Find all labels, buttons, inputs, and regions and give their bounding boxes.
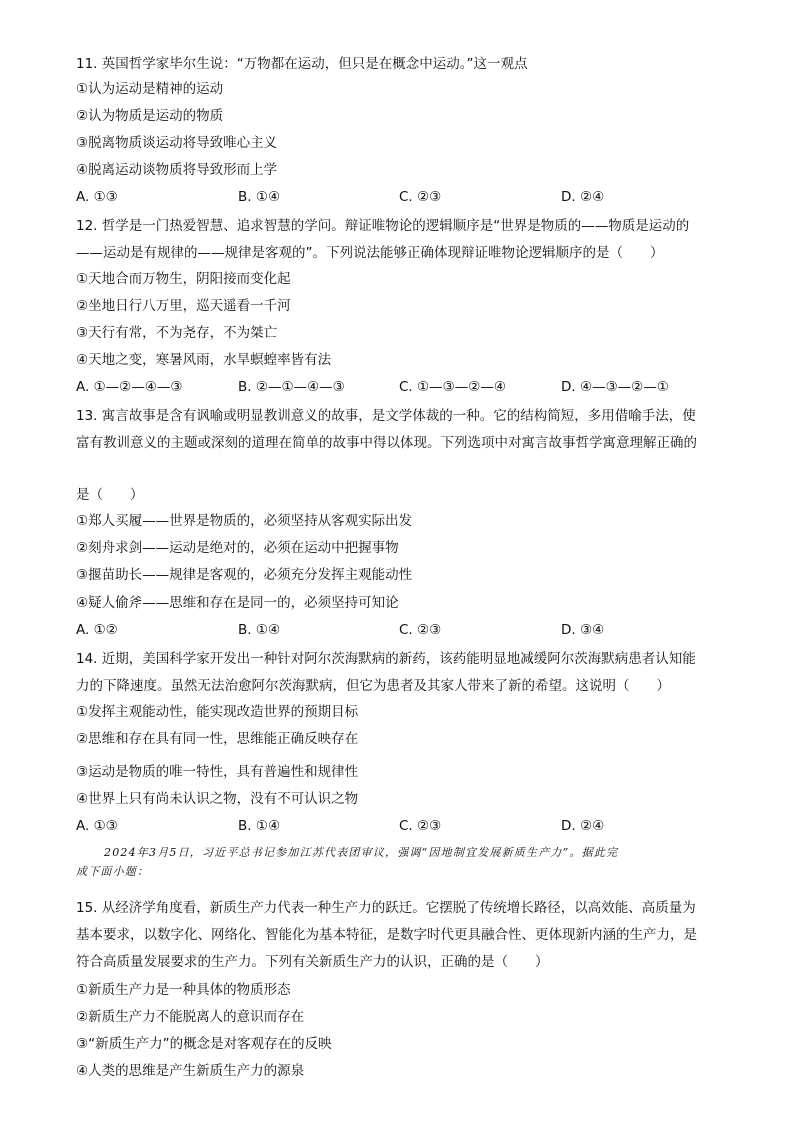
material-intro — [76, 843, 726, 881]
q13-option-c: C. ②③ — [399, 622, 442, 638]
q14-option-c: C. ②③ — [399, 818, 442, 834]
q12-option-c: C. ①—③—②—④ — [399, 379, 506, 395]
q12-item-3: ③天行有常，不为尧存，不为桀亡 — [76, 325, 278, 341]
q14-item-2: ②思维和存在具有同一性，思维能正确反映存在 — [76, 731, 359, 747]
q11-item-1: ①认为运动是精神的运动 — [76, 81, 224, 97]
q15-item-4: ④人类的思维是产生新质生产力的源泉 — [76, 1063, 305, 1079]
q12-item-2: ②坐地日行八万里，巡天遥看一千河 — [76, 298, 291, 314]
q14-stem-line1: 14. 近期，美国科学家开发出一种针对阿尔茨海默病的新药，该药能明显地减缓阿尔茨海默病患者认知能 — [76, 651, 696, 667]
q11-option-c: C. ②③ — [399, 189, 442, 205]
q12-item-1: ①天地合而万物生，阴阳接而变化起 — [76, 271, 291, 287]
q15-item-1: ①新质生产力是一种具体的物质形态 — [76, 982, 291, 998]
q13-stem-line3: 是（ ） — [76, 487, 144, 503]
q11-option-d: D. ②④ — [561, 189, 605, 205]
q13-option-b: B. ①④ — [238, 622, 281, 638]
q12-stem-line1: 12. 哲学是一门热爱智慧、追求智慧的学问。辩证唯物论的逻辑顺序是“世界是物质的——物质是运动的 — [76, 218, 690, 234]
q15-item-2: ②新质生产力不能脱离人的意识而存在 — [76, 1009, 305, 1025]
q14-stem-line2: 力的下降速度。虽然无法治愈阿尔茨海默病，但它为患者及其家人带来了新的希望。这说明（ ） — [76, 678, 670, 694]
q14-option-b: B. ①④ — [238, 818, 281, 834]
q13-item-4: ④疑人偷斧——思维和存在是同一的，必须坚持可知论 — [76, 595, 399, 611]
q11-option-a: A. ①③ — [76, 189, 118, 205]
q13-item-3: ③揠苗助长——规律是客观的，必须充分发挥主观能动性 — [76, 567, 413, 583]
q12-option-d: D. ④—③—②—① — [561, 379, 669, 395]
q13-option-a: A. ①② — [76, 622, 118, 638]
q11-item-3: ③脱离物质谈运动将导致唯心主义 — [76, 135, 278, 151]
q11-stem: 11. 英国哲学家毕尔生说：“万物都在运动，但只是在概念中运动。”这一观点 — [76, 56, 528, 72]
q15-stem-line3: 符合高质量发展要求的生产力。下列有关新质生产力的认识，正确的是（ ） — [76, 954, 549, 970]
q14-item-4: ④世界上只有尚未认识之物，没有不可认识之物 — [76, 791, 359, 807]
q14-item-3: ③运动是物质的唯一特性，具有普遍性和规律性 — [76, 764, 359, 780]
q15-stem-line1: 15. 从经济学角度看，新质生产力代表一种生产力的跃迁。它摆脱了传统增长路径，以高效能、高质量为 — [76, 900, 696, 916]
q11-item-2: ②认为物质是运动的物质 — [76, 108, 224, 124]
q15-item-3: ③“新质生产力”的概念是对客观存在的反映 — [76, 1036, 332, 1052]
material-intro-line2: 成下面小题： — [76, 865, 150, 878]
q13-stem-line1: 13. 寓言故事是含有讽喻或明显教训意义的故事，是文学体裁的一种。它的结构简短，多用借喻手法，使 — [76, 408, 696, 424]
q11-option-b: B. ①④ — [238, 189, 281, 205]
q15-stem-line2: 基本要求，以数字化、网络化、智能化为基本特征，是数字时代更具融合性、更体现新内涵的生产力，是 — [76, 927, 697, 943]
q12-option-a: A. ①—②—④—③ — [76, 379, 183, 395]
q12-item-4: ④天地之变，寒暑风雨，水旱螟蝗率皆有法 — [76, 352, 332, 368]
q13-stem-line2: 富有教训意义的主题或深刻的道理在简单的故事中得以体现。下列选项中对寓言故事哲学寓意理解正确的 — [76, 435, 697, 451]
q14-item-1: ①发挥主观能动性，能实现改造世界的预期目标 — [76, 704, 359, 720]
q11-item-4: ④脱离运动谈物质将导致形而上学 — [76, 162, 278, 178]
q13-option-d: D. ③④ — [561, 622, 605, 638]
q13-item-1: ①郑人买履——世界是物质的，必须坚持从客观实际出发 — [76, 513, 413, 529]
q12-stem-line2: ——运动是有规律的——规律是客观的”。下列说法能够正确体现辩证唯物论逻辑顺序的是（ ） — [76, 245, 664, 261]
material-intro-line1: 2024年3月5日，习近平总书记参加江苏代表团审议，强调“因地制宜发展新质生产力”。据此完 — [104, 846, 619, 859]
q14-option-d: D. ②④ — [561, 818, 605, 834]
q14-option-a: A. ①③ — [76, 818, 118, 834]
q12-option-b: B. ②—①—④—③ — [238, 379, 345, 395]
q13-item-2: ②刻舟求剑——运动是绝对的，必须在运动中把握事物 — [76, 540, 399, 556]
